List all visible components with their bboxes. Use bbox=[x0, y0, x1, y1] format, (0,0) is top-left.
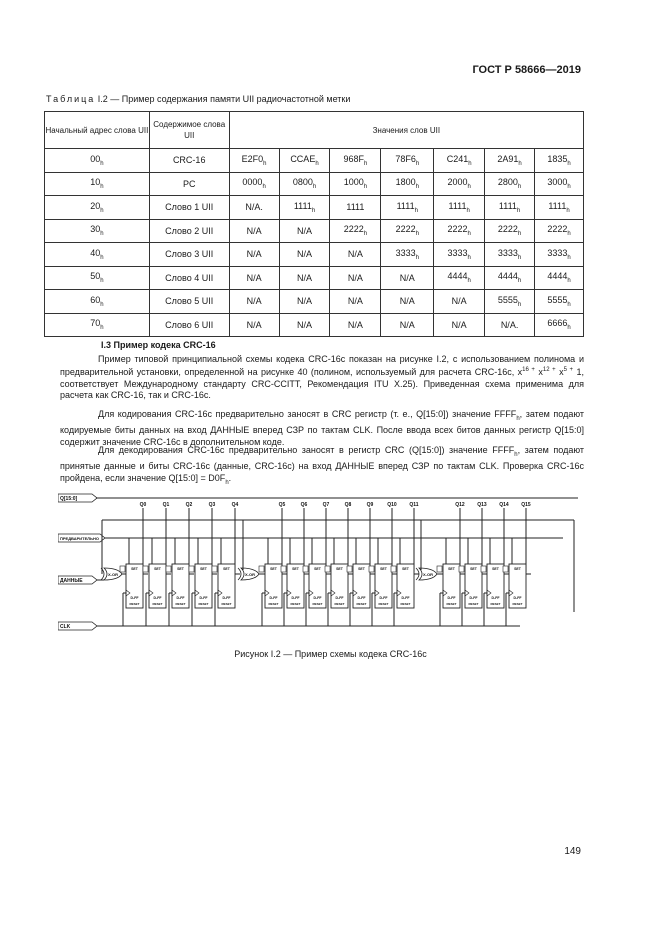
table-caption-prefix: Таблица bbox=[46, 94, 96, 104]
cell-content: Слово 1 UII bbox=[149, 196, 229, 220]
ff-reset-label: RESET bbox=[268, 602, 279, 606]
cell-address: $70_h$ bbox=[45, 313, 150, 337]
ff-set-label: SET bbox=[270, 567, 277, 571]
ff-label: D-FF bbox=[513, 596, 522, 600]
ff-label: D-FF bbox=[199, 596, 208, 600]
ff-label: D-FF bbox=[222, 596, 231, 600]
cell-value: $5555_h$ bbox=[485, 290, 535, 314]
cell-value: N/A bbox=[229, 243, 279, 267]
ff-input-buffer bbox=[189, 566, 194, 572]
q-label: Q3 bbox=[208, 502, 216, 508]
ff-input-buffer bbox=[481, 566, 486, 572]
cell-value: $1111_h$ bbox=[434, 196, 485, 220]
ff-set-label: SET bbox=[177, 567, 184, 571]
ff-reset-label: RESET bbox=[129, 602, 140, 606]
cell-value: $2222_h$ bbox=[434, 219, 485, 243]
cell-value: $78F6_h$ bbox=[381, 149, 434, 173]
ff-label: D-FF bbox=[176, 596, 185, 600]
ff-reset-label: RESET bbox=[490, 602, 501, 606]
cell-value: N/A bbox=[279, 219, 330, 243]
q-label: Q4 bbox=[231, 502, 239, 508]
cell-value: N/A bbox=[229, 219, 279, 243]
ff-reset-label: RESET bbox=[221, 602, 232, 606]
cell-value: $CCAE_h$ bbox=[279, 149, 330, 173]
cell-content: CRC-16 bbox=[149, 149, 229, 173]
cell-content: Слово 4 UII bbox=[149, 266, 229, 290]
ff-input-buffer bbox=[391, 566, 396, 572]
ff-set-label: SET bbox=[154, 567, 161, 571]
xor-label: X-OR bbox=[108, 572, 118, 577]
cell-address: $20_h$ bbox=[45, 196, 150, 220]
cell-value: $2800_h$ bbox=[485, 172, 535, 196]
q-label: Q11 bbox=[409, 502, 419, 508]
table-row bbox=[45, 243, 584, 267]
cell-value: N/A bbox=[330, 266, 381, 290]
q-label: Q8 bbox=[344, 502, 352, 508]
ff-reset-label: RESET bbox=[356, 602, 367, 606]
input-label: CLK bbox=[60, 624, 71, 630]
cell-content: Слово 5 UII bbox=[149, 290, 229, 314]
cell-value: $1000_h$ bbox=[330, 172, 381, 196]
cell-address: $40_h$ bbox=[45, 243, 150, 267]
cell-value: N/A bbox=[434, 313, 485, 337]
ff-label: D-FF bbox=[379, 596, 388, 600]
cell-value: $4444_h$ bbox=[485, 266, 535, 290]
table-caption bbox=[46, 94, 350, 104]
cell-value: N/A bbox=[229, 266, 279, 290]
table-row bbox=[45, 313, 584, 337]
section-title: I.3 Пример кодека CRC-16 bbox=[101, 340, 216, 350]
cell-value: N/A bbox=[279, 313, 330, 337]
cell-value: $1111_h$ bbox=[279, 196, 330, 220]
xor-label: X-OR bbox=[423, 572, 433, 577]
cell-value: N/A bbox=[279, 243, 330, 267]
ff-label: D-FF bbox=[291, 596, 300, 600]
cell-address: $50_h$ bbox=[45, 266, 150, 290]
ff-input-buffer bbox=[325, 566, 330, 572]
cell-value: $968F_h$ bbox=[330, 149, 381, 173]
table-row bbox=[45, 290, 584, 314]
memory-table bbox=[44, 111, 584, 337]
cell-value: $E2F0_h$ bbox=[229, 149, 279, 173]
ff-input-buffer bbox=[303, 566, 308, 572]
table-row bbox=[45, 172, 584, 196]
ff-input-buffer bbox=[369, 566, 374, 572]
cell-value: N/A bbox=[279, 290, 330, 314]
cell-value: $2222_h$ bbox=[381, 219, 434, 243]
cell-address: $30_h$ bbox=[45, 219, 150, 243]
ff-set-label: SET bbox=[492, 567, 499, 571]
cell-address: $10_h$ bbox=[45, 172, 150, 196]
ff-label: D-FF bbox=[335, 596, 344, 600]
ff-label: D-FF bbox=[130, 596, 139, 600]
page-number: 149 bbox=[564, 846, 581, 857]
q-label: Q12 bbox=[455, 502, 465, 508]
cell-value: $1111_h$ bbox=[381, 196, 434, 220]
cell-content: PC bbox=[149, 172, 229, 196]
input-label: ПРЕДВАРИТЕЛЬНО bbox=[60, 536, 99, 541]
table-row bbox=[45, 196, 584, 220]
cell-value: 1111 bbox=[330, 196, 381, 220]
p1-text-a: Пример типовой принципиальной схемы кодека CRC-16c показан на рисунке I.2, с использованием полинома и предварительной установки, определенной на рисунке 40 (полином, используемый для расчета CRC-16c, bbox=[60, 354, 584, 378]
cell-value: $6666_h$ bbox=[535, 313, 584, 337]
ff-set-label: SET bbox=[131, 567, 138, 571]
ff-set-label: SET bbox=[223, 567, 230, 571]
cell-value: $3000_h$ bbox=[535, 172, 584, 196]
q-label: Q2 bbox=[185, 502, 193, 508]
q-label: Q10 bbox=[387, 502, 397, 508]
q-label: Q7 bbox=[322, 502, 330, 508]
cell-value: $2000_h$ bbox=[434, 172, 485, 196]
cell-address: $00_h$ bbox=[45, 149, 150, 173]
cell-content: Слово 6 UII bbox=[149, 313, 229, 337]
ff-set-label: SET bbox=[358, 567, 365, 571]
cell-value: N/A bbox=[330, 313, 381, 337]
table-row bbox=[45, 149, 584, 173]
paragraph-2: Для кодирования CRC-16c предварительно заносят в CRC регистр (т. е., Q[15:0]) значение $FFFF_h$, затем подают кодируемые биты данных на вход ДАННЫЕ вперед СЗР по тактам CLK. После ввода всех битов данных регистр Q[15:0] содержит значение CRC-16c в дополнительном коде. bbox=[60, 409, 585, 447]
ff-input-buffer bbox=[347, 566, 352, 572]
ff-reset-label: RESET bbox=[400, 602, 411, 606]
q-label: Q6 bbox=[300, 502, 308, 508]
cell-value: $2222_h$ bbox=[535, 219, 584, 243]
ff-reset-label: RESET bbox=[198, 602, 209, 606]
crc-codec-schematic bbox=[58, 490, 588, 640]
ff-label: D-FF bbox=[469, 596, 478, 600]
ff-reset-label: RESET bbox=[446, 602, 457, 606]
cell-value: $2222_h$ bbox=[330, 219, 381, 243]
ff-label: D-FF bbox=[269, 596, 278, 600]
ff-set-label: SET bbox=[470, 567, 477, 571]
cell-value: N/A. bbox=[485, 313, 535, 337]
col-header-content: Содержимое слова UII bbox=[149, 112, 229, 149]
p1-poly: $x^{16 +}$ $x^{12 +}$ $x^{5 +}$ bbox=[517, 367, 574, 378]
ff-input-buffer bbox=[459, 566, 464, 572]
cell-content: Слово 3 UII bbox=[149, 243, 229, 267]
cell-value: N/A bbox=[229, 313, 279, 337]
ff-reset-label: RESET bbox=[334, 602, 345, 606]
q-label: Q0 bbox=[139, 502, 147, 508]
ff-reset-label: RESET bbox=[290, 602, 301, 606]
cell-value: N/A bbox=[330, 290, 381, 314]
ff-label: D-FF bbox=[313, 596, 322, 600]
table-body bbox=[45, 149, 584, 337]
ff-label: D-FF bbox=[447, 596, 456, 600]
cell-value: N/A bbox=[434, 290, 485, 314]
ff-input-buffer bbox=[281, 566, 286, 572]
input-label: ДАННЫЕ bbox=[60, 578, 83, 584]
ff-set-label: SET bbox=[402, 567, 409, 571]
ff-set-label: SET bbox=[514, 567, 521, 571]
ff-reset-label: RESET bbox=[152, 602, 163, 606]
cell-content: Слово 2 UII bbox=[149, 219, 229, 243]
figure-caption: Рисунок I.2 — Пример схемы кодека CRC-16c bbox=[234, 649, 427, 659]
p1-text-b: 1, соответствует Международному стандарту CRC-CCITT, Рекомендация ITU X.25). Приведенная схема применима для расчета как CRC-16, так и CRC-16c. bbox=[60, 367, 584, 401]
ff-set-label: SET bbox=[314, 567, 321, 571]
ff-reset-label: RESET bbox=[468, 602, 479, 606]
ff-input-buffer bbox=[212, 566, 217, 572]
ff-set-label: SET bbox=[448, 567, 455, 571]
cell-value: $1111_h$ bbox=[535, 196, 584, 220]
cell-value: N/A bbox=[330, 243, 381, 267]
cell-value: N/A bbox=[229, 290, 279, 314]
cell-value: N/A bbox=[279, 266, 330, 290]
paragraph-1 bbox=[60, 354, 584, 402]
q-label: Q1 bbox=[162, 502, 170, 508]
ff-input-buffer bbox=[166, 566, 171, 572]
cell-value: $3333_h$ bbox=[434, 243, 485, 267]
ff-input-buffer bbox=[437, 566, 442, 572]
cell-value: $C241_h$ bbox=[434, 149, 485, 173]
ff-reset-label: RESET bbox=[512, 602, 523, 606]
ff-input-buffer bbox=[143, 566, 148, 572]
cell-value: $2222_h$ bbox=[485, 219, 535, 243]
ff-set-label: SET bbox=[200, 567, 207, 571]
q-label: Q13 bbox=[477, 502, 487, 508]
cell-value: N/A bbox=[381, 290, 434, 314]
col-header-address: Начальный адрес слова UII bbox=[45, 112, 150, 149]
cell-address: $60_h$ bbox=[45, 290, 150, 314]
ff-input-buffer bbox=[120, 566, 125, 572]
ff-reset-label: RESET bbox=[312, 602, 323, 606]
cell-value: $2A91_h$ bbox=[485, 149, 535, 173]
ff-set-label: SET bbox=[336, 567, 343, 571]
cell-value: $5555_h$ bbox=[535, 290, 584, 314]
ff-label: D-FF bbox=[357, 596, 366, 600]
q-label: Q9 bbox=[366, 502, 374, 508]
ff-reset-label: RESET bbox=[175, 602, 186, 606]
ff-label: D-FF bbox=[401, 596, 410, 600]
cell-value: $1835_h$ bbox=[535, 149, 584, 173]
ff-input-buffer bbox=[503, 566, 508, 572]
ff-label: D-FF bbox=[491, 596, 500, 600]
xor-label: X-OR bbox=[245, 572, 255, 577]
cell-value: $1111_h$ bbox=[485, 196, 535, 220]
table-row bbox=[45, 266, 584, 290]
ff-label: D-FF bbox=[153, 596, 162, 600]
cell-value: $3333_h$ bbox=[381, 243, 434, 267]
q-label: Q15 bbox=[521, 502, 531, 508]
cell-value: N/A. bbox=[229, 196, 279, 220]
ff-set-label: SET bbox=[292, 567, 299, 571]
cell-value: $3333_h$ bbox=[535, 243, 584, 267]
cell-value: $4444_h$ bbox=[434, 266, 485, 290]
q-label: Q5 bbox=[278, 502, 286, 508]
cell-value: N/A bbox=[381, 266, 434, 290]
paragraph-3: Для декодирования CRC-16c предварительно заносят в регистр CRC (Q[15:0]) значение $FFFF_h$, затем подают принятые данные и биты CRC-16c (данные, CRC-16c) на вход ДАННЫЕ вперед СЗР по тактам CLK. Проверка CRC-16c пройдена, если значение Q[15:0] = $D0F_h$. bbox=[60, 445, 585, 486]
cell-value: N/A bbox=[381, 313, 434, 337]
cell-value: $1800_h$ bbox=[381, 172, 434, 196]
ff-set-label: SET bbox=[380, 567, 387, 571]
col-header-values: Значения слов UII bbox=[229, 112, 583, 149]
table-row bbox=[45, 219, 584, 243]
cell-value: $4444_h$ bbox=[535, 266, 584, 290]
cell-value: $0800_h$ bbox=[279, 172, 330, 196]
ff-input-buffer bbox=[259, 566, 264, 572]
cell-value: $3333_h$ bbox=[485, 243, 535, 267]
q-label: Q14 bbox=[499, 502, 509, 508]
input-label: Q[15:0] bbox=[60, 496, 78, 502]
table-caption-text: I.2 — Пример содержания памяти UII радиочастотной метки bbox=[95, 94, 351, 104]
ff-reset-label: RESET bbox=[378, 602, 389, 606]
cell-value: $0000_h$ bbox=[229, 172, 279, 196]
document-header: ГОСТ Р 58666—2019 bbox=[472, 64, 581, 76]
